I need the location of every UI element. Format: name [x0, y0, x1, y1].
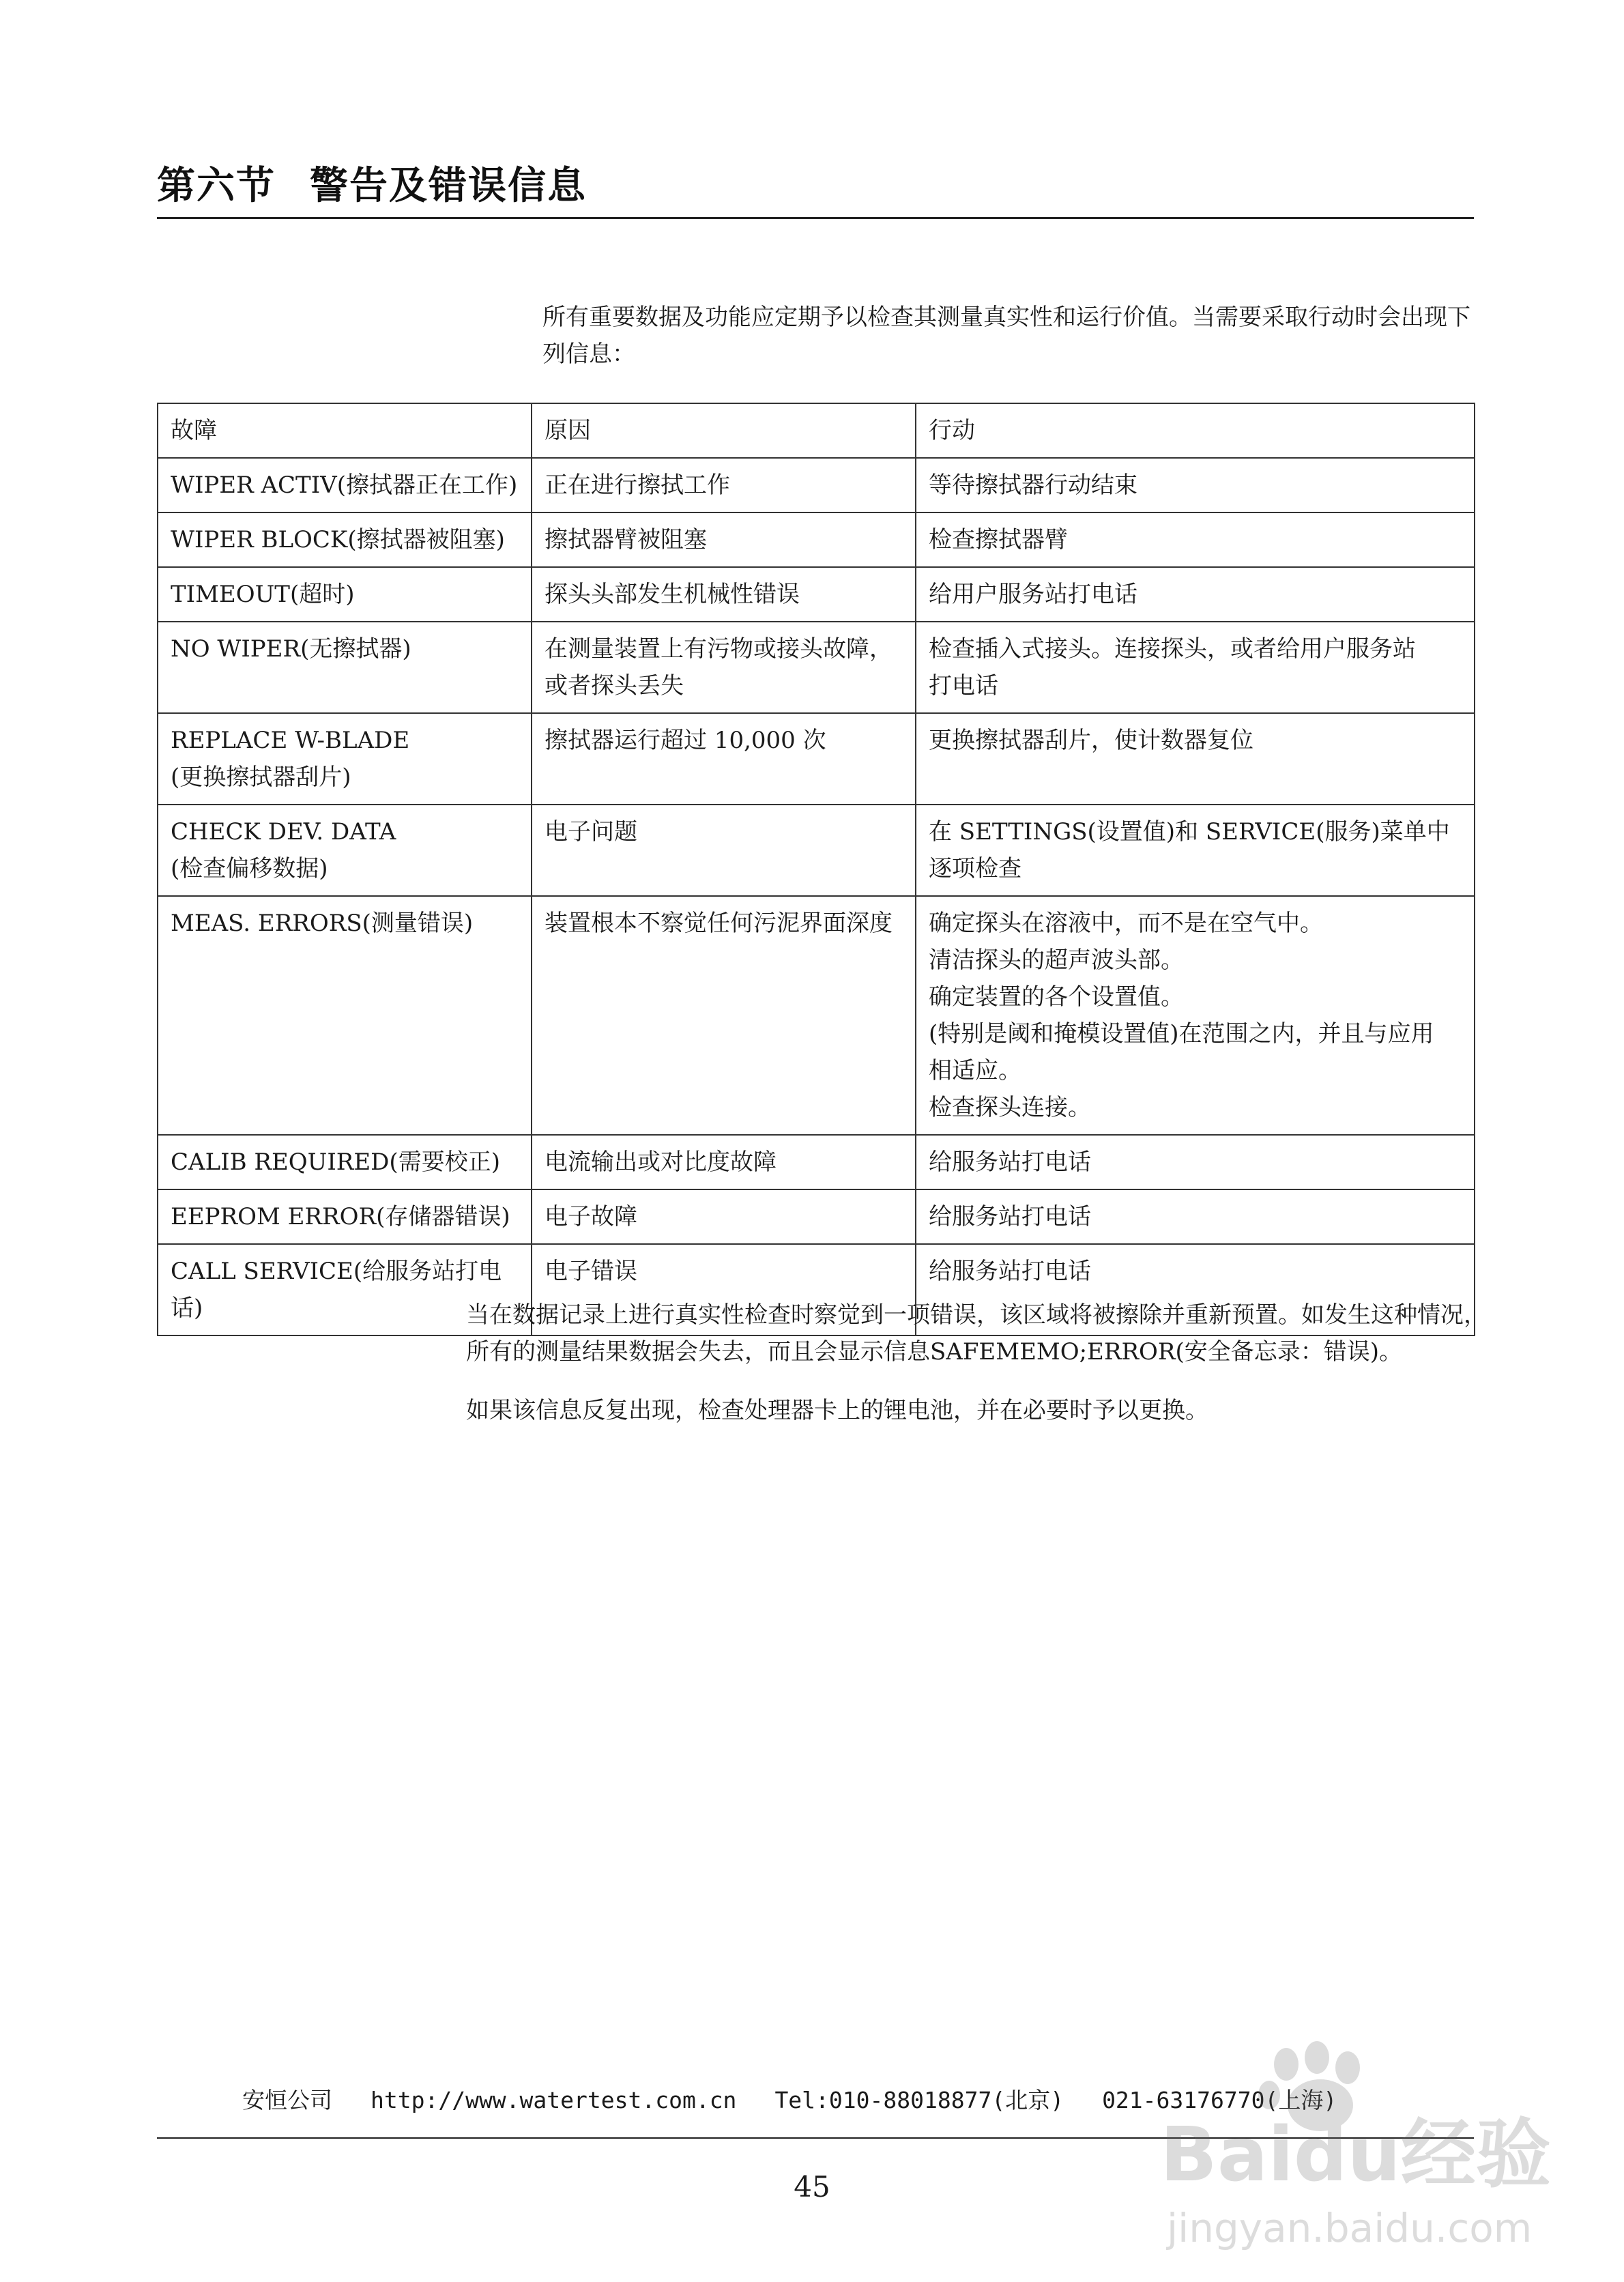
- note-paragraph-2: 如果该信息反复出现，检查处理器卡上的锂电池，并在必要时予以更换。: [466, 1397, 1208, 1424]
- action-cell: 更换擦拭器刮片，使计数器复位: [916, 713, 1475, 805]
- table-row: [158, 567, 1475, 622]
- fault-cell: CALL SERVICE(给服务站打电话): [158, 1244, 532, 1335]
- cause-cell: 正在进行擦拭工作: [532, 458, 916, 512]
- action-cell: 给用户服务站打电话: [916, 567, 1475, 622]
- header-fault: 故障: [158, 403, 532, 458]
- footer-tel-beijing: Tel:010-88018877(北京): [774, 2087, 1064, 2113]
- watermark-line2: jingyan.baidu.com: [1167, 2205, 1533, 2251]
- table-row: [158, 622, 1475, 713]
- fault-cell: CHECK DEV. DATA (检查偏移数据): [158, 805, 532, 896]
- cause-cell: 探头头部发生机械性错误: [532, 567, 916, 622]
- table-header-row: [158, 403, 1475, 458]
- fault-cell: TIMEOUT(超时): [158, 567, 532, 622]
- section-number: 第六节: [157, 164, 276, 208]
- fault-cell: REPLACE W-BLADE (更换擦拭器刮片): [158, 713, 532, 805]
- fault-cell: EEPROM ERROR(存储器错误): [158, 1189, 532, 1244]
- cause-cell: 电流输出或对比度故障: [532, 1135, 916, 1189]
- page-number: 45: [794, 2170, 830, 2204]
- watermark-line1: Baidu经验: [1160, 2111, 1551, 2198]
- cause-cell: 电子故障: [532, 1189, 916, 1244]
- table-row: [158, 713, 1475, 805]
- table-row: [158, 805, 1475, 896]
- fault-cell: WIPER BLOCK(擦拭器被阻塞): [158, 512, 532, 567]
- action-cell: 等待擦拭器行动结束: [916, 458, 1475, 512]
- cause-cell: 擦拭器臂被阻塞: [532, 512, 916, 567]
- action-cell: 检查擦拭器臂: [916, 512, 1475, 567]
- fault-cell: CALIB REQUIRED(需要校正): [158, 1135, 532, 1189]
- header-cause: 原因: [532, 403, 916, 458]
- action-cell: 在 SETTINGS(设置值)和 SERVICE(服务)菜单中 逐项检查: [916, 805, 1475, 896]
- cause-cell: 擦拭器运行超过 10,000 次: [532, 713, 916, 805]
- note-paragraph-1: 当在数据记录上进行真实性检查时察觉到一项错误，该区域将被擦除并重新预置。如发生这种情况，所有的测量结果数据会失去，而且会显示信息SAFEMEMO;ERROR(安全备忘录：错误)。: [466, 1301, 1487, 1366]
- section-title: [157, 156, 587, 210]
- table-row: [158, 1135, 1475, 1189]
- table-row: [158, 512, 1475, 567]
- header-action: 行动: [916, 403, 1475, 458]
- action-cell: 给服务站打电话: [916, 1244, 1475, 1335]
- action-cell: 检查插入式接头。连接探头，或者给用户服务站 打电话: [916, 622, 1475, 713]
- footer-tel-shanghai: 021-63176770(上海): [1102, 2087, 1337, 2113]
- cause-cell: 电子错误: [532, 1244, 916, 1335]
- action-cell: 给服务站打电话: [916, 1135, 1475, 1189]
- cause-cell: 装置根本不察觉任何污泥界面深度: [532, 896, 916, 1135]
- footer-company: 安恒公司: [242, 2087, 332, 2113]
- action-cell: 给服务站打电话: [916, 1189, 1475, 1244]
- table-row: [158, 896, 1475, 1135]
- baidu-watermark: [1153, 2037, 1604, 2262]
- table-row: [158, 458, 1475, 512]
- footer-url: http://www.watertest.com.cn: [371, 2087, 737, 2113]
- section-name: 警告及错误信息: [310, 164, 587, 208]
- fault-cell: NO WIPER(无擦拭器): [158, 622, 532, 713]
- fault-table: [157, 403, 1475, 1336]
- title-rule: [157, 217, 1474, 219]
- cause-cell: 在测量装置上有污物或接头故障， 或者探头丢失: [532, 622, 916, 713]
- fault-cell: WIPER ACTIV(擦拭器正在工作): [158, 458, 532, 512]
- intro-paragraph: 所有重要数据及功能应定期予以检查其测量真实性和运行价值。当需要采取行动时会出现下列信息：: [542, 304, 1470, 368]
- table-row: [158, 1189, 1475, 1244]
- cause-cell: 电子问题: [532, 805, 916, 896]
- action-cell: 确定探头在溶液中，而不是在空气中。 清洁探头的超声波头部。 确定装置的各个设置值。 (特别是阈和掩模设置值)在范围之内，并且与应用 相适应。 检查探头连接。: [916, 896, 1475, 1135]
- fault-cell: MEAS. ERRORS(测量错误): [158, 896, 532, 1135]
